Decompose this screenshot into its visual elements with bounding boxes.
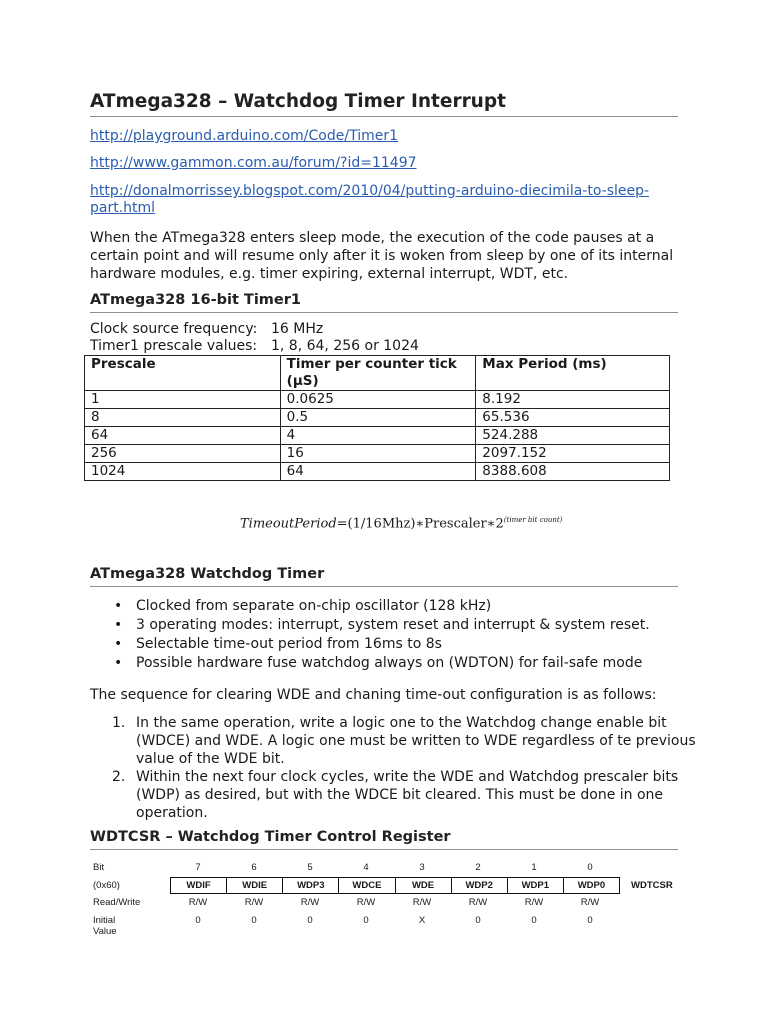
rw-value: R/W [412,897,432,908]
table-row [85,445,670,463]
bit-number: 2 [475,862,481,873]
rw-value: R/W [356,897,376,908]
watchdog-bullet-list [90,597,696,673]
link-donalmorrissey-blog[interactable]: http://donalmorrissey.blogspot.com/2010/04/putting-arduino-diecimila-to-sleep-part.html [90,183,650,216]
register-field: WDP0 [563,878,619,893]
rw-value: R/W [188,897,208,908]
table-cell: 65.536 [476,409,670,427]
watchdog-rule [90,586,678,587]
table-cell: 0.0625 [280,391,476,409]
formula-lhs: TimeoutPeriod [240,516,337,532]
rw-value: R/W [244,897,264,908]
initial-value-label: Initial Value [93,915,117,937]
bit-number: 4 [363,862,369,873]
table-cell: 8 [85,409,281,427]
sequence-steps-list [90,714,696,822]
list-item: • Clocked from separate on-chip oscillator (128 kHz) [136,597,696,616]
table-cell: 0.5 [280,409,476,427]
table-cell: 8.192 [476,391,670,409]
list-item: • 3 operating modes: interrupt, system reset and interrupt & system reset. [136,616,696,635]
register-field: WDP3 [282,878,338,893]
table-header-prescale: Prescale [85,356,281,391]
register-rule [90,849,678,850]
list-item [112,768,696,822]
step-text: In the same operation, write a logic one to the Watchdog change enable bit (WDCE) and WDE. A logic one must be written to WDE regardless of te previous value of the WDE bit. [136,715,696,767]
table-cell: 64 [85,427,281,445]
address-label: (0x60) [93,880,120,891]
table-header-tick: Timer per counter tick (μS) [280,356,476,391]
rw-value: R/W [468,897,488,908]
register-field: WDE [395,878,451,893]
sequence-intro: The sequence for clearing WDE and chaning time-out configuration is as follows: [90,687,657,703]
register-field: WDIE [226,878,282,893]
table-cell: 256 [85,445,281,463]
table-cell: 1 [85,391,281,409]
register-fields-box [170,877,620,894]
step-text: Within the next four clock cycles, write the WDE and Watchdog prescaler bits (WDP) as desired, but with the WDCE bit cleared. This must be done in one operation. [136,769,679,821]
table-cell: 8388.608 [476,463,670,481]
register-field: WDIF [186,880,211,891]
register-name: WDTCSR [631,880,673,891]
clock-source-value: 16 MHz [271,321,324,337]
bit-number: 5 [307,862,313,873]
table-row [85,409,670,427]
initial-value: 0 [307,915,313,926]
link-arduino-timer1[interactable]: http://playground.arduino.com/Code/Timer1 [90,128,398,144]
read-write-label: Read/Write [93,897,141,908]
table-row [85,391,670,409]
step-number: 2. [112,769,126,785]
table-row [85,427,670,445]
bit-number: 7 [195,862,201,873]
clock-source-label: Clock source frequency: [90,321,258,337]
rw-value: R/W [300,897,320,908]
title-rule [90,116,678,117]
initial-value: 0 [251,915,257,926]
formula-exponent: (timer bit count) [503,516,563,524]
register-heading: WDTCSR – Watchdog Timer Control Register [90,829,451,845]
step-number: 1. [112,715,126,731]
initial-value: 0 [475,915,481,926]
timer1-heading: ATmega328 16-bit Timer1 [90,292,301,308]
initial-value: 0 [531,915,537,926]
table-cell: 16 [280,445,476,463]
link-gammon-forum[interactable]: http://www.gammon.com.au/forum/?id=11497 [90,155,417,171]
initial-value: 0 [195,915,201,926]
timer1-rule [90,312,678,313]
bit-number: 0 [587,862,593,873]
table-row [85,463,670,481]
register-field: WDCE [338,878,394,893]
initial-value: X [418,915,426,926]
prescale-values-value: 1, 8, 64, 256 or 1024 [271,338,419,354]
list-item: • Possible hardware fuse watchdog always on (WDTON) for fail-safe mode [136,654,696,673]
list-item: • Selectable time-out period from 16ms to 8s [136,635,696,654]
list-item [112,714,696,768]
table-cell: 1024 [85,463,281,481]
table-cell: 64 [280,463,476,481]
register-field: WDP1 [507,878,563,893]
bit-number: 3 [419,862,425,873]
bit-number: 1 [531,862,537,873]
prescale-values-label: Timer1 prescale values: [90,338,258,354]
table-header-max-period: Max Period (ms) [476,356,670,391]
table-cell: 2097.152 [476,445,670,463]
table-cell: 524.288 [476,427,670,445]
register-field: WDP2 [451,878,507,893]
timer1-prescale-table [84,355,670,481]
formula-main: =(1/16Mhz)∗Prescaler∗2 [336,516,504,532]
bit-number: 6 [251,862,257,873]
timeout-formula [240,516,562,531]
intro-paragraph: When the ATmega328 enters sleep mode, the execution of the code pauses at a certain point and will resume only after it is woken from sleep by one of its internal hardware modules, e.g. timer expiring, external interrupt, WDT, etc. [90,230,674,282]
page-title: ATmega328 – Watchdog Timer Interrupt [90,91,506,112]
initial-value: 0 [587,915,593,926]
rw-value: R/W [580,897,600,908]
initial-value: 0 [363,915,369,926]
table-header-row [85,356,670,391]
rw-value: R/W [524,897,544,908]
watchdog-heading: ATmega328 Watchdog Timer [90,566,325,582]
table-cell: 4 [280,427,476,445]
bit-label: Bit [93,862,105,873]
